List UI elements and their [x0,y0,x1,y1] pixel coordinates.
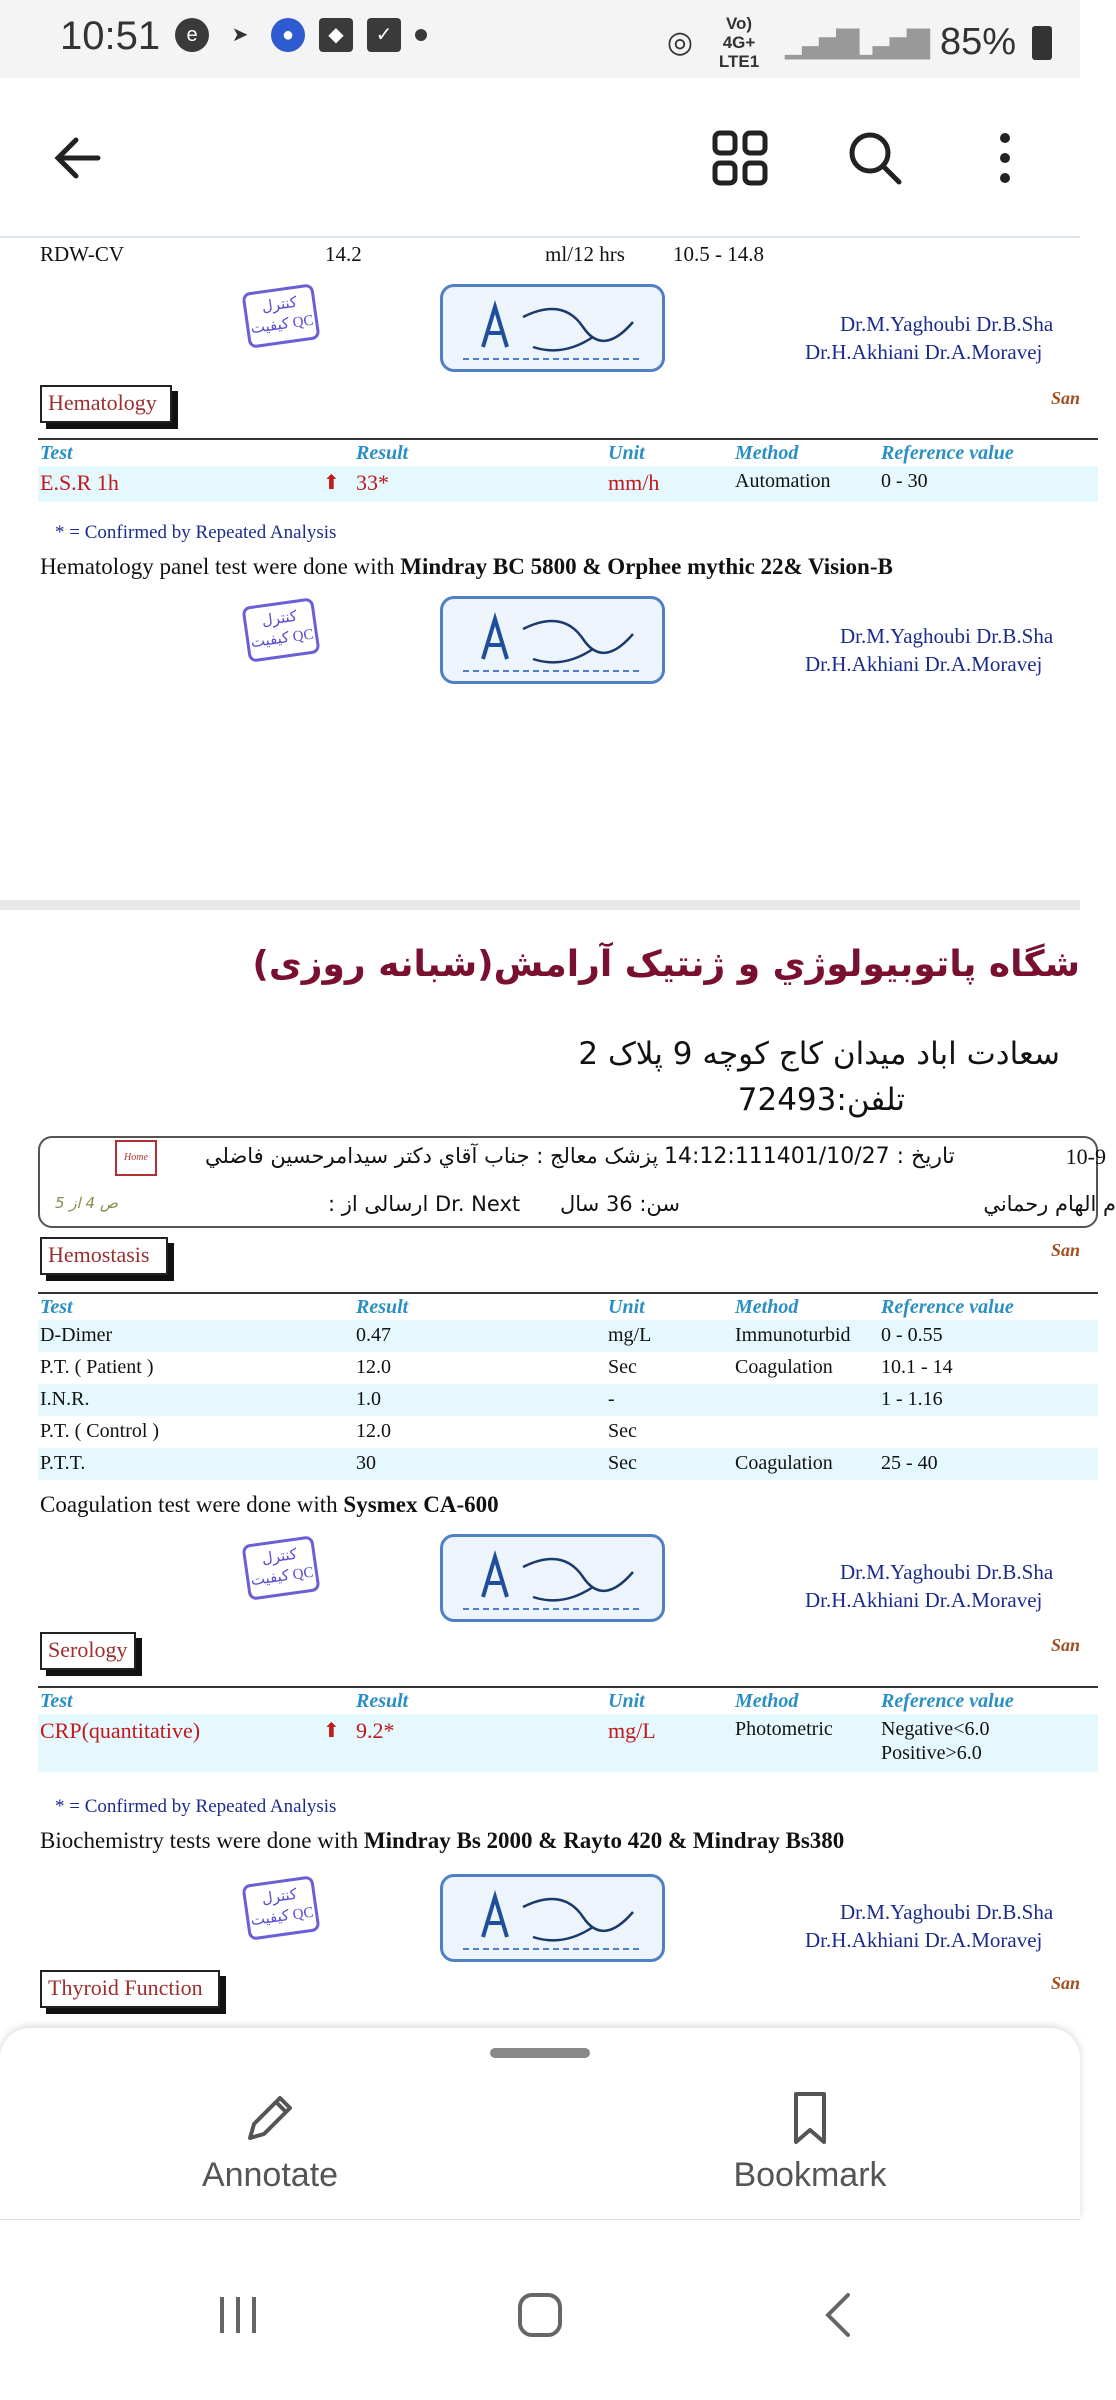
table-row [38,1714,1098,1772]
cell-test: I.N.R. [40,1388,90,1410]
lab-phone: تلفن:72493 [737,1082,905,1118]
header-method: Method [735,1690,799,1712]
panel-devices: Sysmex CA-600 [343,1492,499,1517]
sample-label: San [1050,1973,1080,1993]
referring-doctor: پزشک معالج : جناب آقاي دكتر سیدامرحسین فاضلي [205,1144,659,1168]
doctors-line-2: Dr.H.Akhiani Dr.A.Moravej [805,340,1043,364]
doctors-line-1: Dr.M.Yaghoubi Dr.B.Sha [840,312,1054,336]
cell-result: 12.0 [356,1420,391,1442]
report-date: تاریخ : 14:12:111401/10/27 [664,1144,955,1169]
table-row [38,1448,1098,1480]
cell-result: 30 [356,1452,376,1474]
report-id: 10-9 [1065,1144,1106,1169]
bookmark-label: Bookmark [733,2156,887,2194]
section-thyroid: Thyroid Function [40,1970,220,2008]
lab-stamp-signature [440,1874,665,1962]
header-result: Result [356,442,409,464]
table-row [38,1320,1098,1352]
lab-title: شگاه پاتوبیولوژي و ژنتیک آرامش(شبانه روزی) [252,944,1080,985]
status-time: 10:51 [60,14,161,58]
panel-devices: Mindray BC 5800 & Orphee mythic 22& Vision-B [400,554,893,579]
notification-icons [175,18,427,52]
crp-ref-positive: Positive>6.0 [881,1742,982,1764]
header-reference: Reference value [881,1690,1014,1712]
home-icon[interactable]: Home [115,1140,157,1176]
section-hematology: Hematology [40,385,172,423]
table-header-hematology [38,438,1098,466]
up-arrow-icon: ⬆ [323,472,340,494]
cell-test: D-Dimer [40,1324,113,1346]
more-vertical-icon[interactable] [985,128,1025,188]
table-row [38,1352,1098,1384]
network-indicator: Vo) 4G+ LTE1 [718,14,760,71]
back-icon[interactable] [810,2285,870,2345]
hematology-panel-note [40,554,893,580]
confirmed-note: * = Confirmed by Repeated Analysis [55,522,337,543]
doctor-names-2 [800,622,1090,678]
telegram-icon: ➤ [231,24,249,46]
doctors-line-2: Dr.H.Akhiani Dr.A.Moravej [805,652,1043,676]
qc-stamp: کنترل کیفیت QC [241,1535,320,1600]
checkbox-icon: ✓ [367,18,401,52]
cell-result: 12.0 [356,1356,391,1378]
doctors-line-1: Dr.M.Yaghoubi Dr.B.Sha [840,1560,1054,1584]
confirmed-note: * = Confirmed by Repeated Analysis [55,1796,337,1817]
bookmark-icon [780,2088,840,2148]
table-row [38,466,1098,502]
table-row [38,1416,1098,1448]
section-serology: Serology [40,1632,136,1670]
header-test: Test [40,1690,73,1712]
sheet-drag-handle[interactable] [490,2048,590,2058]
rdw-ref: 10.5 - 14.8 [673,242,764,266]
cell-ref: 25 - 40 [881,1452,938,1474]
patient-age: سن: 36 سال [560,1192,681,1216]
crp-ref-negative: Negative<6.0 [881,1718,990,1740]
grid-view-icon[interactable] [710,128,770,188]
esr-method: Automation [735,470,831,492]
esr-result: 33* [356,470,389,495]
search-icon[interactable] [845,128,905,188]
sample-label: San [1050,1240,1080,1260]
cell-unit: Sec [608,1452,637,1474]
rdw-test: RDW-CV [40,242,124,266]
cell-method: Immunoturbid [735,1324,851,1346]
battery-icon [1032,26,1052,60]
annotate-button[interactable] [120,2088,420,2195]
crp-result: 9.2* [356,1718,395,1743]
panel-prefix: Hematology panel test were done with [40,554,401,579]
biochemistry-note [40,1828,844,1854]
header-test: Test [40,1296,73,1318]
qc-stamp: کنترل کیفیت QC [241,1875,320,1940]
table-header-serology [38,1686,1098,1714]
rdw-result: 14.2 [325,242,362,266]
patient-name: م الهام رحماني [983,1192,1116,1216]
doctors-line-2: Dr.H.Akhiani Dr.A.Moravej [805,1928,1043,1952]
sample-label: San [1050,388,1080,408]
recent-apps-icon[interactable] [208,2285,268,2345]
hotspot-icon: ◎ [666,26,694,59]
arrow-left-icon[interactable] [48,128,108,188]
crp-test: CRP(quantitative) [40,1718,201,1743]
pencil-icon [240,2088,300,2148]
status-bar [0,0,1080,78]
annotate-label: Annotate [201,2156,339,2194]
viewer-toolbar [0,78,1080,238]
doctor-names-1 [800,310,1090,366]
lab-stamp-signature [440,1534,665,1622]
app-icon: e [175,18,209,52]
lab-address: سعادت اباد میدان کاج کوچه 9 پلاک 2 [578,1036,1060,1072]
cell-unit: - [608,1388,615,1410]
battery-level: 85% [939,21,1016,63]
header-result: Result [356,1296,409,1318]
qc-stamp: کنترل کیفیت QC [241,283,320,348]
cell-ref: 1 - 1.16 [881,1388,943,1410]
header-reference: Reference value [881,442,1014,464]
signal-icon: ▁▃▅▇ ▁▃▅▇ [785,26,924,59]
esr-ref: 0 - 30 [881,470,928,492]
cell-unit: Sec [608,1356,637,1378]
section-hemostasis: Hemostasis [40,1237,168,1275]
panel-prefix: Coagulation test were done with [40,1492,344,1517]
header-method: Method [735,1296,799,1318]
cell-unit: Sec [608,1420,637,1442]
cell-unit: mg/L [608,1324,652,1346]
cell-test: P.T. ( Control ) [40,1420,160,1442]
home-icon[interactable] [510,2285,570,2345]
header-reference: Reference value [881,1296,1014,1318]
lab-stamp-signature [440,596,665,684]
esr-test: E.S.R 1h [40,470,119,495]
coagulation-note [40,1492,499,1518]
page-number: ص 4 از 5 [55,1194,118,1212]
system-navigation-bar [0,2220,1080,2400]
cell-result: 1.0 [356,1388,381,1410]
cell-ref: 10.1 - 14 [881,1356,953,1378]
lab-stamp-signature [440,284,665,372]
header-unit: Unit [608,1296,645,1318]
rdw-unit: ml/12 hrs [545,242,625,266]
header-method: Method [735,442,799,464]
cell-test: P.T.T. [40,1452,86,1474]
qc-stamp: کنترل کیفیت QC [241,597,320,662]
table-header-hemostasis [38,1292,1098,1320]
doctor-names-4 [800,1898,1090,1954]
shopping-bag-icon: ◆ [319,18,353,52]
cell-result: 0.47 [356,1324,391,1346]
header-result: Result [356,1690,409,1712]
page-separator [0,900,1080,910]
patient-info-box [38,1136,1116,1228]
cell-method: Coagulation [735,1356,833,1378]
dot-icon [415,29,427,41]
panel-prefix: Biochemistry tests were done with [40,1828,364,1853]
bookmark-button[interactable] [660,2088,960,2195]
cell-ref: 0 - 0.55 [881,1324,943,1346]
esr-unit: mm/h [608,470,660,495]
doctors-line-1: Dr.M.Yaghoubi Dr.B.Sha [840,624,1054,648]
table-row [38,1384,1098,1416]
doctor-names-3 [800,1558,1090,1614]
crp-method: Photometric [735,1718,833,1740]
app-badge-icon: ● [271,18,305,52]
header-test: Test [40,442,73,464]
panel-devices: Mindray Bs 2000 & Rayto 420 & Mindray Bs380 [363,1828,845,1853]
document-page-1[interactable] [0,240,1080,900]
bottom-action-sheet [0,2028,1080,2220]
document-page-2[interactable] [0,910,1116,2028]
up-arrow-icon: ⬆ [323,1720,340,1742]
cell-method: Coagulation [735,1452,833,1474]
header-unit: Unit [608,442,645,464]
sample-label: San [1050,1635,1080,1655]
crp-unit: mg/L [608,1718,656,1743]
doctors-line-1: Dr.M.Yaghoubi Dr.B.Sha [840,1900,1054,1924]
sent-from: Dr. Next ارسالی از : [328,1192,521,1216]
header-unit: Unit [608,1690,645,1712]
cell-test: P.T. ( Patient ) [40,1356,154,1378]
doctors-line-2: Dr.H.Akhiani Dr.A.Moravej [805,1588,1043,1612]
